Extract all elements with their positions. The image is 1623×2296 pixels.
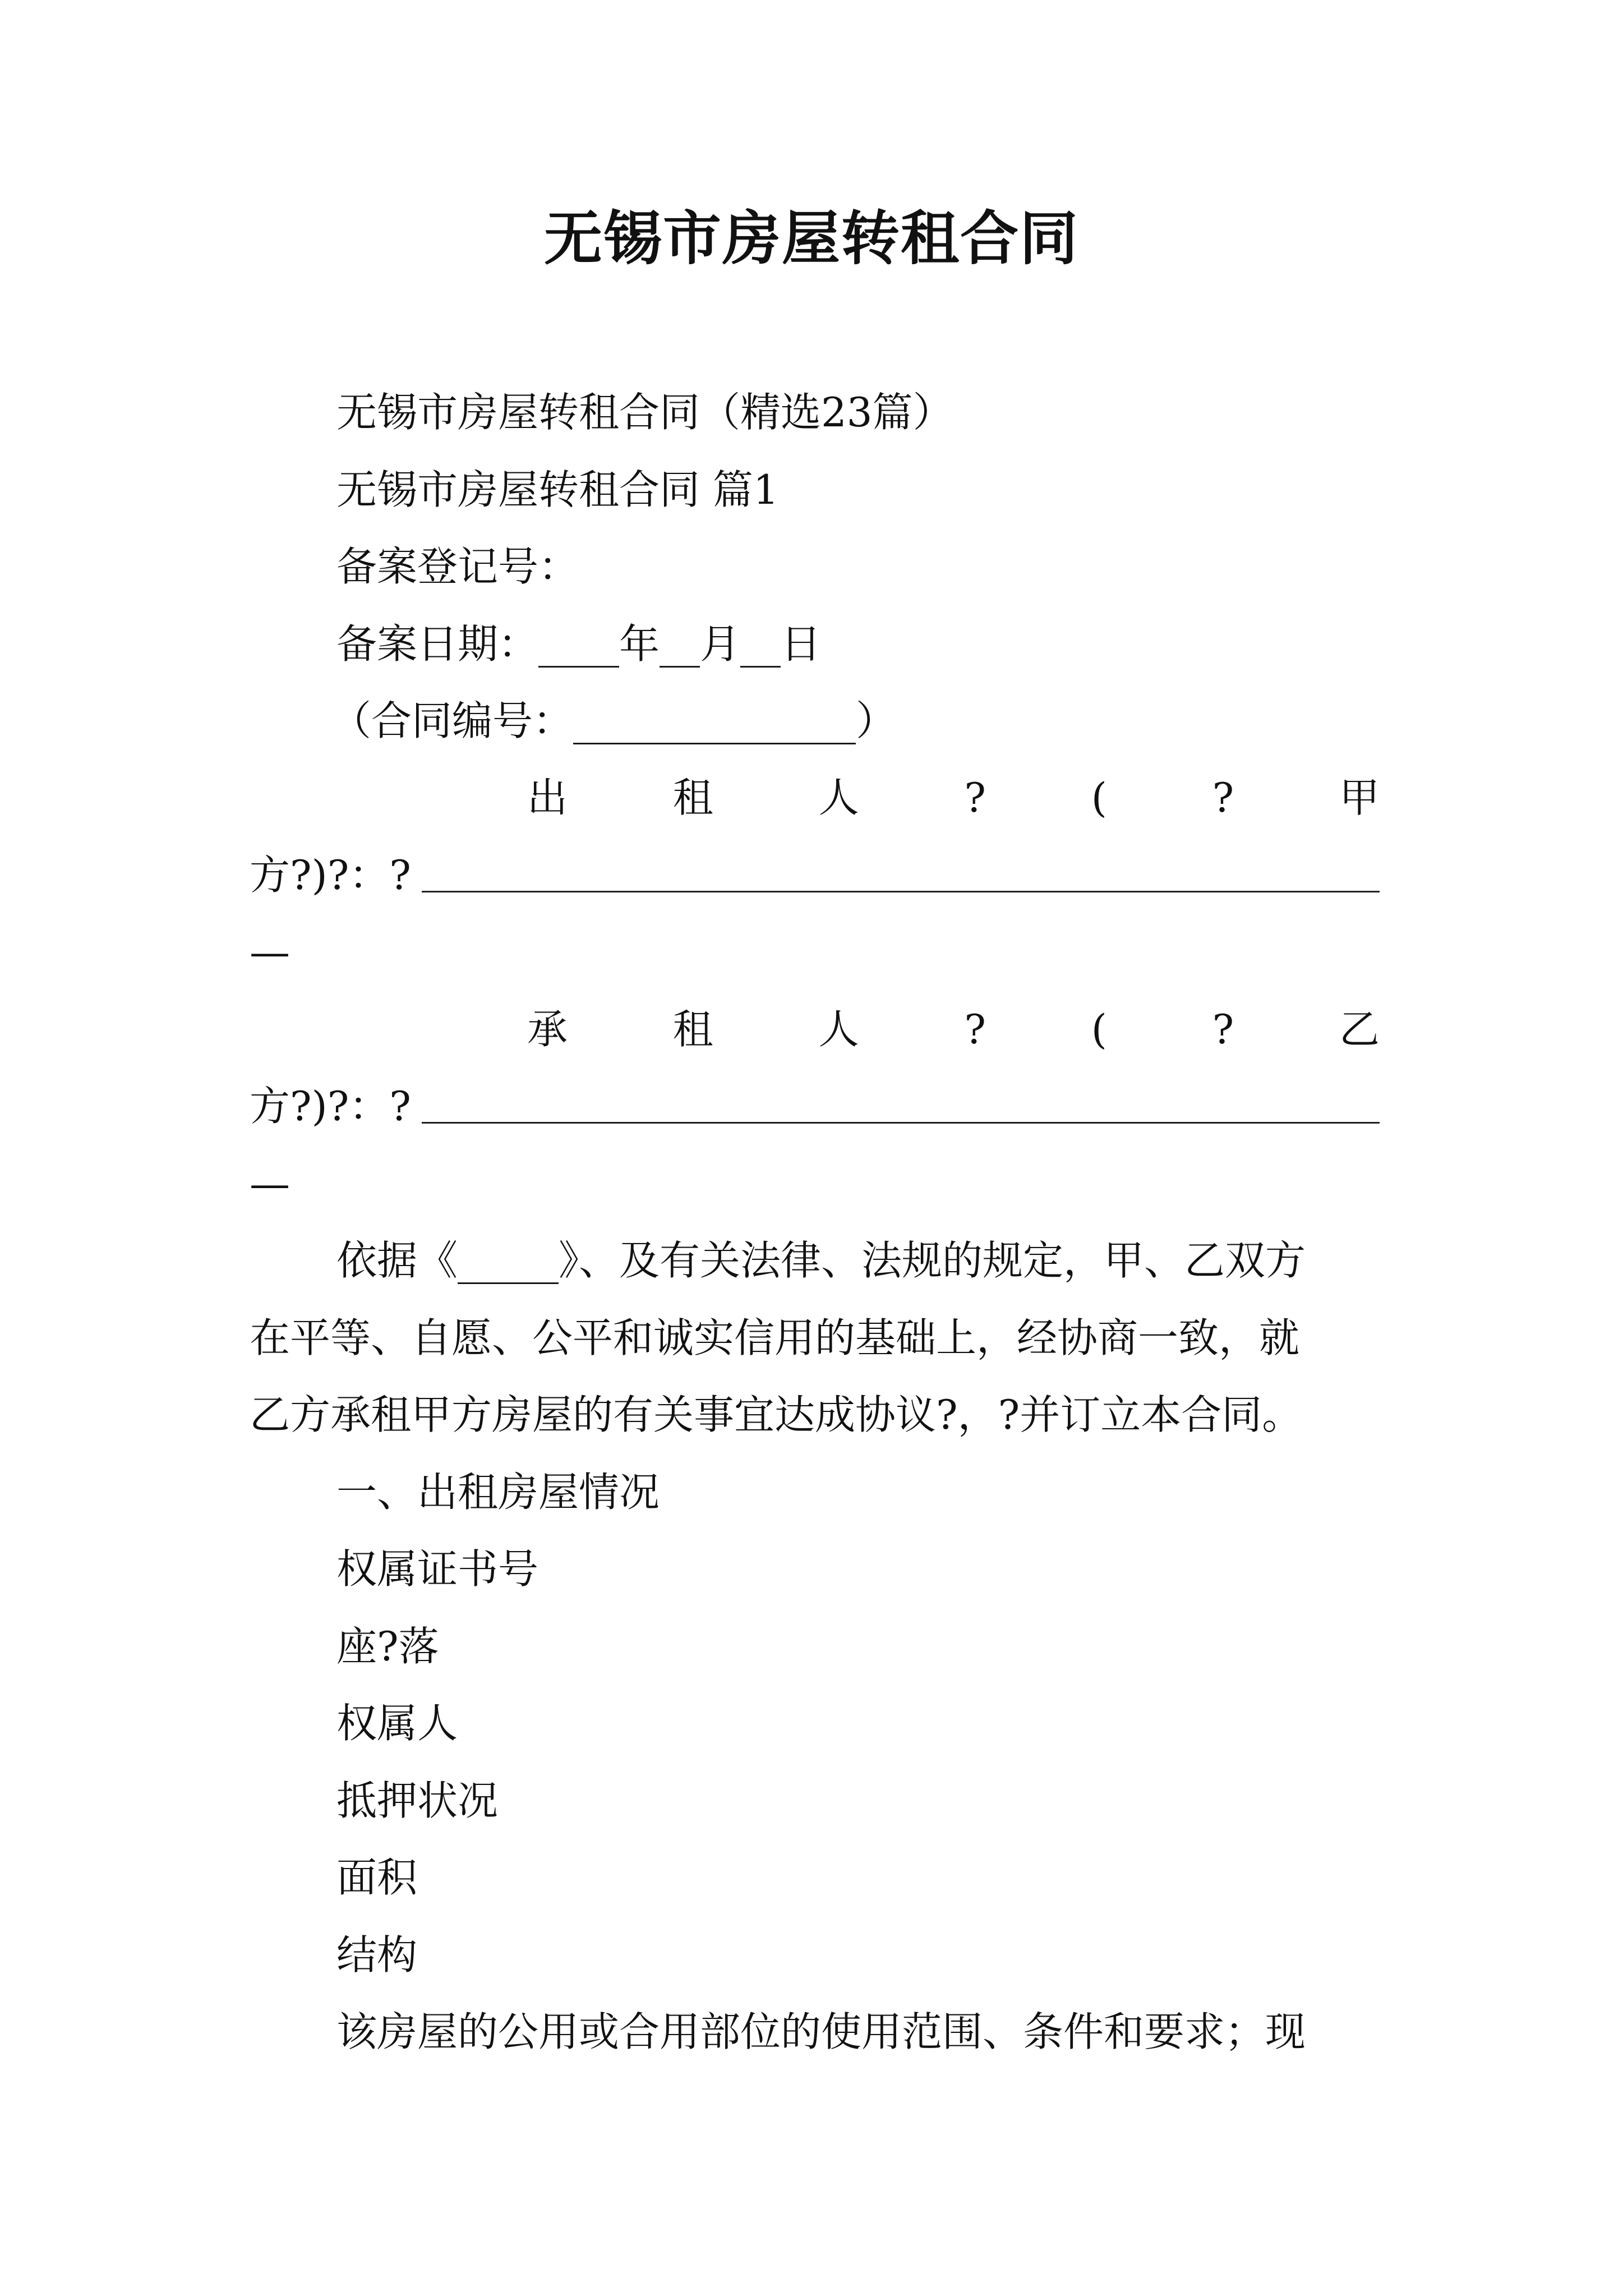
lessor-char: 人 bbox=[818, 774, 859, 821]
field-label: 抵押状况 bbox=[336, 1777, 499, 1824]
document-title: 无锡市房屋转租合同 bbox=[543, 204, 1079, 273]
field-label: 结构 bbox=[336, 1931, 418, 1978]
lessor-label-spread bbox=[527, 770, 1380, 826]
lessee-char: 乙 bbox=[1339, 1006, 1380, 1053]
field-label: 座?落 bbox=[336, 1623, 439, 1670]
registration-date-line: 备案日期：____年__月__日 bbox=[336, 620, 822, 668]
lessor-char: 出 bbox=[527, 774, 568, 821]
paragraph-line: 依据《_____》、及有关法律、法规的规定，甲、乙双方 bbox=[336, 1237, 1306, 1284]
lessee-char: ? bbox=[964, 1006, 986, 1053]
lessor-char: ( bbox=[1091, 774, 1107, 821]
field-label: 权属人 bbox=[336, 1700, 458, 1747]
lessor-dash: — bbox=[250, 928, 290, 976]
lessor-line-prefix: 方?)?：? bbox=[250, 852, 411, 899]
registration-number-line: 备案登记号： bbox=[336, 543, 579, 590]
lessor-blank bbox=[422, 891, 1380, 892]
lessee-char: 人 bbox=[818, 1006, 859, 1053]
field-label: 权属证书号 bbox=[336, 1545, 539, 1593]
contract-number-line: （合同编号：______________） bbox=[331, 697, 897, 744]
field-label: 面积 bbox=[336, 1854, 418, 1901]
lessee-dash: — bbox=[250, 1160, 290, 1207]
lessee-label-spread bbox=[527, 1001, 1380, 1057]
lessee-char: ( bbox=[1091, 1006, 1107, 1053]
subtitle-line: 无锡市房屋转租合同（精选23篇） bbox=[336, 389, 953, 436]
section-heading: 一、出租房屋情况 bbox=[336, 1469, 660, 1516]
lessor-char: ? bbox=[1212, 774, 1234, 821]
lessee-char: ? bbox=[1212, 1006, 1234, 1053]
lessor-char: 甲 bbox=[1339, 774, 1380, 821]
paragraph-line: 该房屋的公用或合用部位的使用范围、条件和要求；现 bbox=[336, 2008, 1306, 2055]
lessee-blank bbox=[422, 1122, 1380, 1124]
lessor-char: 租 bbox=[672, 774, 713, 821]
lessor-char: ? bbox=[964, 774, 986, 821]
lessee-char: 租 bbox=[672, 1006, 713, 1053]
paragraph-line: 在平等、自愿、公平和诚实信用的基础上，经协商一致，就 bbox=[250, 1314, 1300, 1361]
lessee-char: 承 bbox=[527, 1006, 568, 1053]
section-heading: 无锡市房屋转租合同 篇1 bbox=[336, 466, 779, 513]
lessee-line-prefix: 方?)?：? bbox=[250, 1083, 411, 1130]
paragraph-line: 乙方承租甲方房屋的有关事宜达成协议?，?并订立本合同。 bbox=[250, 1391, 1303, 1438]
